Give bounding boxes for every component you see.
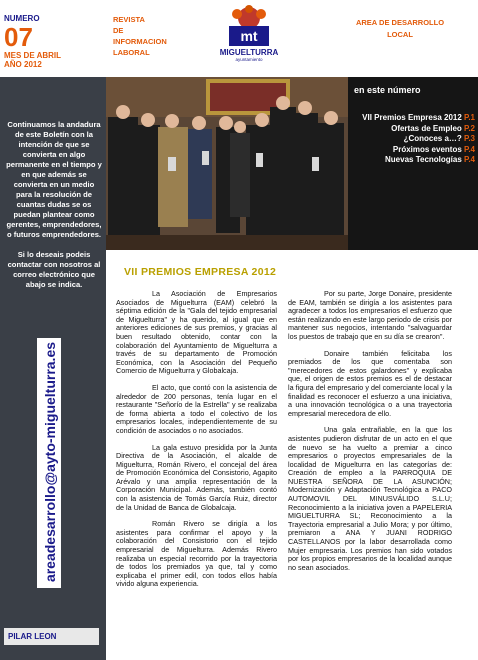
issue-month: MES DE ABRIL [4, 51, 62, 60]
intro-text: Continuamos la andadura de este Boletín con la intención de que se convierta en algo permanente en el tiempo y en que además se convierta en un medio para la resolución de cuantas dudas se os puedan plantear como gerentes, emprendedores, o futuros emprendedores. [6, 120, 102, 239]
toc-item[interactable] [351, 134, 475, 145]
toc-item-label: Nuevas Tecnologías [385, 155, 465, 164]
toc-item-page: P.2 [464, 123, 475, 133]
toc-item[interactable] [351, 145, 475, 156]
publication-name [113, 14, 193, 58]
logo-subtitle: ayuntamiento [235, 57, 263, 62]
issue-number: 07 [4, 22, 33, 52]
toc-list [351, 113, 475, 166]
toc-item-page: P.4 [464, 155, 475, 164]
article-paragraph: El acto, que contó con la asistencia de alrededor de 200 personas, tenía lugar en el restaurante "Señorío de la Estrella" y se realizaba de forma abierta a todo el colectivo de los empresarios locales, independientemente de su condición de asociados o no asociados. [116, 382, 277, 435]
toc-title: en este número [354, 85, 421, 95]
article-paragraph: Una gala entrañable, en la que los asistentes pudieron disfrutar de un acto en el que de nuevo se ha vuelto a premiar a cinco empresarios o proyectos empresariales de la localidad de Miguelturra en las categorías de: Creación de empleo a la PARROQUIA DE NUESTRA SEÑORA DE LA ASUNCIÓN; Modernización y Adaptación Tecnológica a PACO AUTOMOVIL DEL MINUSVÁLIDO S.L.U; Reconocimiento a la iniciativa joven a PAPELERIA MIGUELTURRA SL; Reconocimiento a la Trayectoria empresarial a Julio Mora; y por último, premiaron a ANA Y JUANI RODRIGO CASTELLANOS por la labor desarrollada como Mujer empresaria. Los premios han sido votados por los propios empresarios de la localidad aunque no sean asociados. [288, 425, 452, 572]
issue-block [4, 14, 84, 69]
email-box [37, 338, 61, 588]
table-of-contents [348, 77, 478, 250]
article-column-left [116, 290, 277, 597]
article-paragraph: La gala estuvo presidida por la Junta Directiva de la Asociación, el alcalde de Miguelturra, Román Rivero, el concejal del área de Promoción Económica del Consistorio, Agapito Arévalo y una amplia representación de la Corporación Municipal. Además, también contó con la asistencia de Tomás García Ruiz, director de la Unidad de Banca de Globalcaja. [116, 442, 277, 512]
sidebar-intro [6, 120, 102, 290]
publication-line: LABORAL [113, 48, 150, 57]
contact-email[interactable]: areadesarrollo@ayto-miguelturra.es [42, 341, 58, 583]
department-line: LOCAL [387, 30, 413, 39]
department-name [340, 17, 460, 41]
municipality-logo [214, 4, 284, 62]
award-group-photo [106, 77, 348, 250]
publication-line: INFORMACION [113, 37, 167, 46]
contact-text: Si lo deseais podeis contactar con nosotros al correo electrónico que abajo se indica. [7, 250, 101, 289]
department-line: AREA DE DESARROLLO [355, 18, 445, 27]
toc-item-page: P.4 [464, 144, 475, 154]
publication-line: DE [113, 26, 124, 35]
toc-item-page: P.1 [464, 113, 475, 122]
toc-item-label: Ofertas de Empleo [391, 123, 465, 133]
toc-item-page: P.3 [464, 134, 475, 143]
svg-text:mt: mt [240, 28, 258, 44]
issue-number-label: NUMERO [4, 14, 40, 23]
article-headline: VII PREMIOS EMPRESA 2012 [124, 266, 277, 278]
toc-item-label: ¿Conoces a…? [403, 134, 465, 143]
article-paragraph: Donaire también felicitaba los premiados de los que comentaba son "merecedores de estos galardones" y explicaba que, el origen de estos premios es el de destacar la figura del empresario y del comerciante local y la finalidad es reconocer el esfuerzo a una iniciativa, a una innovación tecnológica o a una trayectoria empresarial merecedora de ello. [288, 348, 452, 418]
article-paragraph: Por su parte, Jorge Donaire, presidente de EAM, también se dirigía a los asistentes para agradecer a todos los empresarios el esfuerzo que están realizando en este largo periodo de crisis por mantener sus negocios, intentando "salvaguardar los puestos de trabajo que en su día se crearon". [288, 289, 452, 341]
toc-item[interactable] [351, 124, 475, 135]
logo-wordmark: MIGUELTURRA [219, 48, 279, 57]
publication-line: REVISTA [113, 15, 145, 24]
article-paragraph: Román Rivero se dirigía a los asistentes para confirmar el apoyo y la colaboración del Consistorio con el tejido empresarial de Miguelturra. Además Rivero realizaba un especial recorrido por la trayectoria de todos los premiados ya que, tal y como explicaba el primer edil, con todos ellos había vivido alguna experiencia. [116, 519, 277, 589]
toc-item-label: Próximos eventos [392, 144, 465, 154]
toc-item-label: VII Premios Empresa 2012 [362, 113, 465, 122]
article-column-right [288, 290, 452, 580]
toc-item[interactable] [351, 155, 475, 166]
issue-year: AÑO 2012 [4, 60, 42, 69]
article-paragraph: La Asociación de Empresarios Asociados de Miguelturra (EAM) celebró la séptima edición de la "Gala del tejido empresarial de Miguelturra" y ha querido, al igual que en anteriores ediciones de sus premios, y gracias al buen resultado obtenido, contar con la colaboración del Ayuntamiento de Miguelturra a través de su departamento de Promoción Económica, con la Asociación del Pequeño Comercio de Miguelturra y Globalcaja. [116, 289, 277, 376]
toc-item[interactable] [351, 113, 475, 124]
author-name: PILAR LEON [4, 628, 99, 645]
